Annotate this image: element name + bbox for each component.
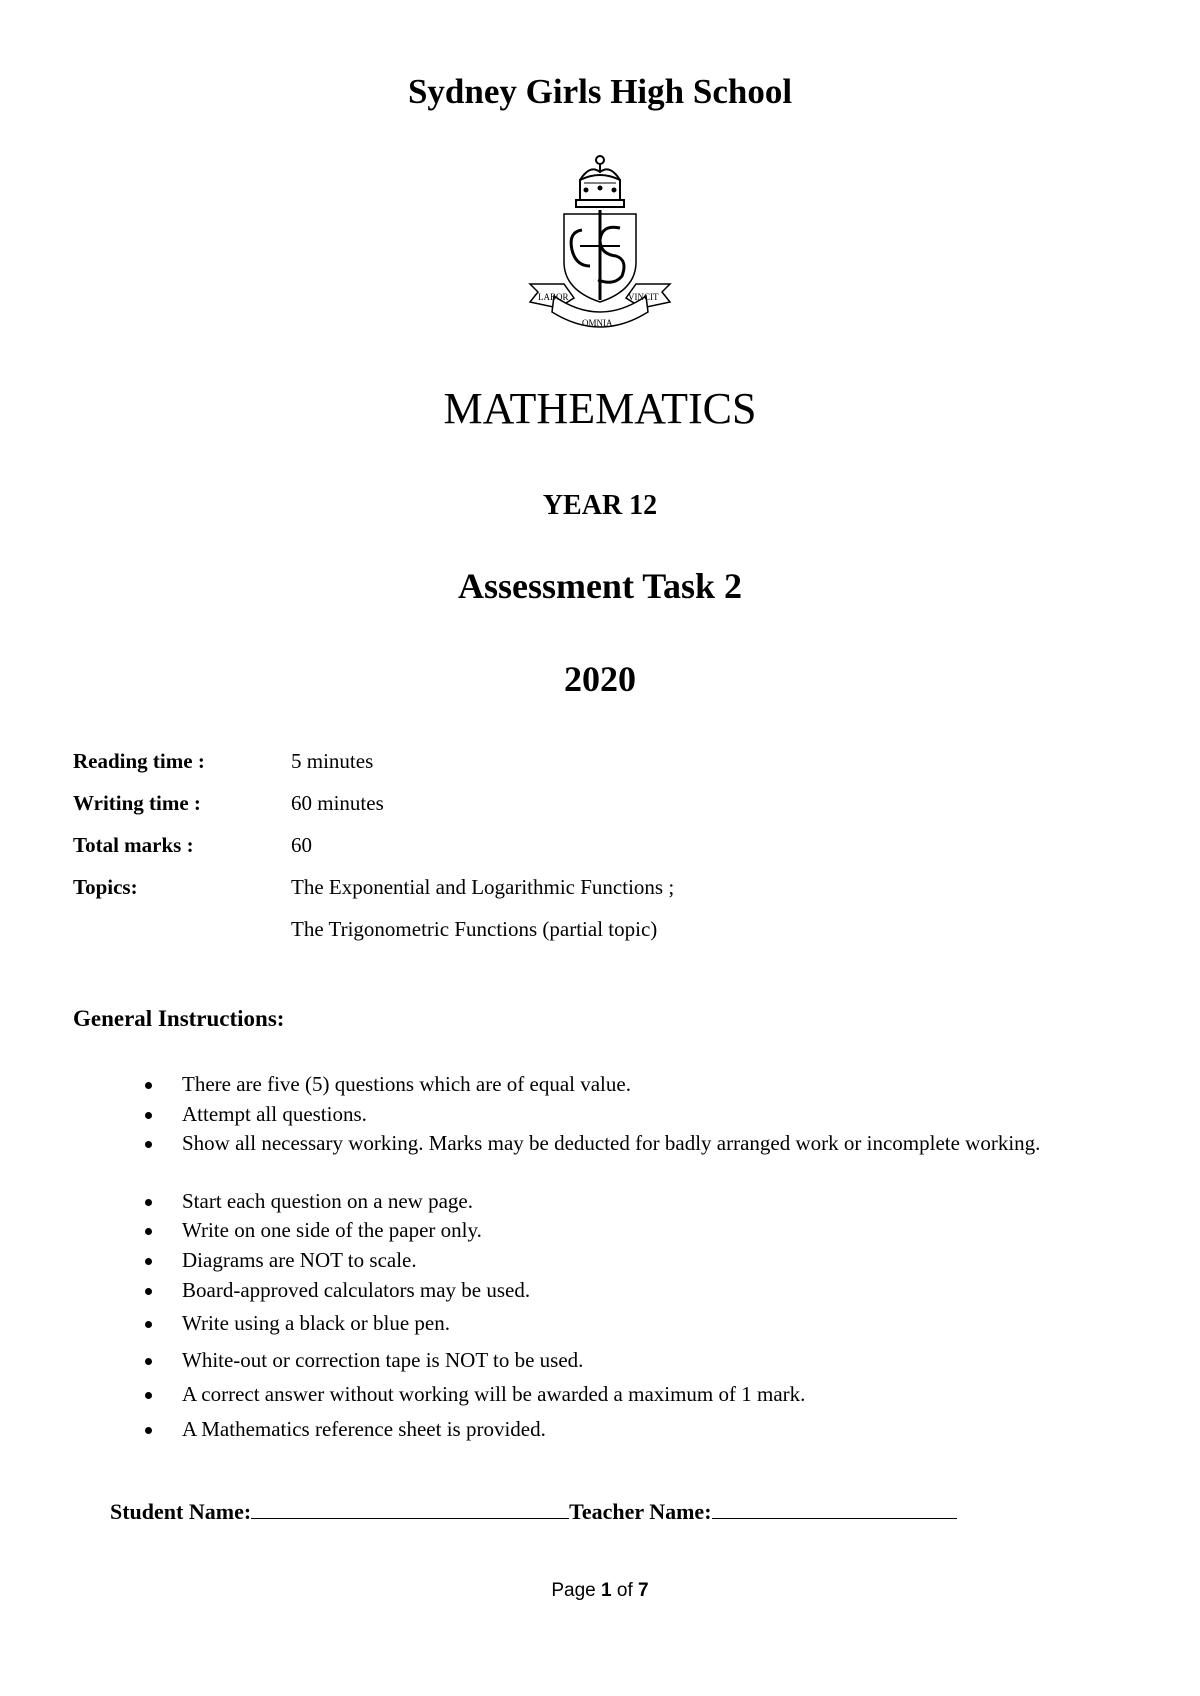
bullet-icon bbox=[145, 1112, 152, 1119]
instruction-text: Write using a black or blue pen. bbox=[182, 1311, 450, 1335]
svg-text:VINCIT: VINCIT bbox=[628, 292, 659, 302]
school-crest-icon bbox=[524, 150, 676, 348]
detail-value: The Trigonometric Functions (partial topic) bbox=[291, 917, 658, 941]
instruction-text: Diagrams are NOT to scale. bbox=[182, 1248, 417, 1272]
bullet-icon bbox=[145, 1392, 152, 1399]
instructions-heading: General Instructions: bbox=[73, 1006, 285, 1031]
bullet-icon bbox=[145, 1228, 152, 1235]
instruction-text: A Mathematics reference sheet is provided. bbox=[182, 1417, 546, 1441]
instruction-text: Board-approved calculators may be used. bbox=[182, 1278, 531, 1302]
detail-value: 60 minutes bbox=[291, 791, 384, 815]
instruction-text: White-out or correction tape is NOT to be used. bbox=[182, 1348, 584, 1372]
detail-value: 5 minutes bbox=[291, 749, 374, 773]
crown-icon bbox=[576, 156, 624, 207]
instruction-text: There are five (5) questions which are of equal value. bbox=[182, 1072, 631, 1096]
bullet-icon bbox=[145, 1258, 152, 1265]
detail-value: 60 bbox=[291, 833, 312, 857]
exam-year: 2020 bbox=[564, 659, 636, 699]
instruction-text: Attempt all questions. bbox=[182, 1102, 367, 1126]
of-word: of bbox=[616, 1580, 633, 1601]
bullet-icon bbox=[145, 1321, 152, 1328]
bullet-icon bbox=[145, 1082, 152, 1089]
bullet-icon bbox=[145, 1288, 152, 1295]
bullet-icon bbox=[145, 1141, 152, 1148]
detail-label: Total marks : bbox=[73, 833, 194, 857]
page-total: 7 bbox=[638, 1580, 649, 1601]
school-name: Sydney Girls High School bbox=[407, 72, 793, 111]
page-footer bbox=[0, 1580, 1200, 1602]
year-level: YEAR 12 bbox=[542, 490, 658, 521]
instruction-text: Show all necessary working. Marks may be deducted for badly arranged work or incomplete working. bbox=[182, 1131, 1041, 1155]
instruction-text: A correct answer without working will be awarded a maximum of 1 mark. bbox=[182, 1382, 806, 1406]
task-title: Assessment Task 2 bbox=[457, 566, 743, 606]
detail-label: Reading time : bbox=[73, 749, 205, 773]
teacher-name-label: Teacher Name: bbox=[569, 1499, 712, 1524]
signature-row bbox=[110, 1496, 957, 1525]
instruction-text: Start each question on a new page. bbox=[182, 1189, 473, 1213]
detail-label: Topics: bbox=[73, 875, 138, 899]
teacher-name-field[interactable] bbox=[712, 1496, 957, 1519]
detail-label: Writing time : bbox=[73, 791, 201, 815]
page-word: Page bbox=[551, 1580, 596, 1601]
student-name-field[interactable] bbox=[251, 1496, 569, 1519]
instruction-text: Write on one side of the paper only. bbox=[182, 1218, 482, 1242]
bullet-icon bbox=[145, 1358, 152, 1365]
detail-value: The Exponential and Logarithmic Functions ; bbox=[291, 875, 675, 899]
student-name-label: Student Name: bbox=[110, 1499, 252, 1524]
bullet-icon bbox=[145, 1427, 152, 1434]
svg-text:LABOR: LABOR bbox=[538, 292, 569, 302]
svg-text:OMNIA: OMNIA bbox=[582, 318, 613, 328]
page-current: 1 bbox=[601, 1580, 612, 1601]
bullet-icon bbox=[145, 1199, 152, 1206]
subject-title: MATHEMATICS bbox=[443, 384, 757, 433]
